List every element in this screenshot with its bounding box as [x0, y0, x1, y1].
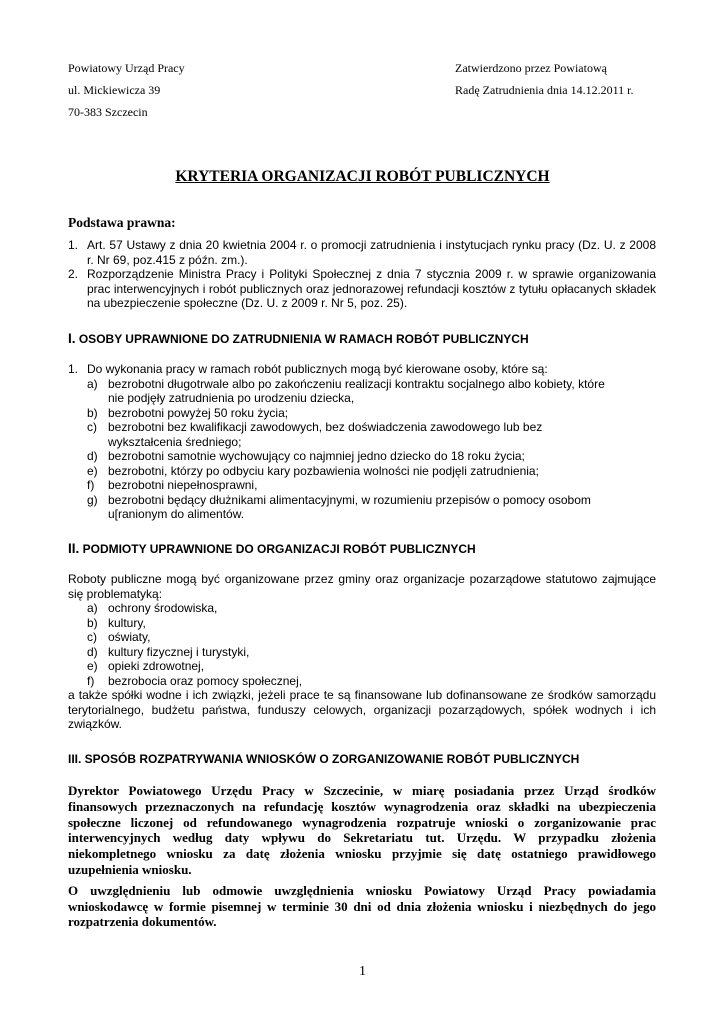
list-marker: 2.: [68, 267, 79, 281]
list-item-text: bezrobocia oraz pomocy społecznej,: [108, 673, 303, 688]
approval-line-1: Zatwierdzono przez Powiatową: [455, 61, 607, 75]
list-item-text: Art. 57 Ustawy z dnia 20 kwietnia 2004 r. o promocji zatrudnienia i instytucjach rynku pracy (Dz. U. z 2008 r. Nr 69, poz.415 z późn. zm.).: [87, 238, 656, 267]
area-item: [68, 616, 656, 631]
list-marker: f): [87, 673, 95, 688]
legal-basis-list-wrap: [68, 238, 656, 311]
area-item: [68, 645, 656, 660]
public-works-areas-list: [68, 601, 656, 688]
list-marker: b): [87, 405, 98, 420]
section-3-heading: III. SPOSÓB ROZPATRYWANIA WNIOSKÓW O ZORGANIZOWANIE ROBÓT PUBLICZNYCH: [68, 752, 580, 766]
list-item-text: kultury,: [108, 615, 146, 630]
section-2-outro: a także spółki wodne i ich związki, jeżeli prace te są finansowane lub dofinansowane ze środków samorządu terytorialnego, budżetu państwa, funduszy celowych, organizacji pozarządowych, spółek wodnych i ich związków.: [68, 688, 656, 731]
list-marker: g): [87, 492, 98, 507]
section-3-body: [68, 783, 656, 930]
office-address: [68, 57, 185, 123]
section-1-item: [68, 362, 656, 377]
section-3-paragraph-2: O uwzględnieniu lub odmowie uwzględnienia wniosku Powiatowy Urząd Pracy powiadamia wnioskodawcę w formie pisemnej w terminie 30 dni od dnia złożenia wniosku i niezbędnych do jego rozpatrzenia dokumentów.: [68, 882, 656, 930]
eligible-persons-list: [68, 377, 656, 522]
approval-line-2: Radę Zatrudnienia dnia 14.12.2011 r.: [455, 83, 634, 97]
list-item-text: bezrobotni bez kwalifikacji zawodowych, bez doświadczenia zawodowego lub bez wykształcenia średniego;: [108, 420, 543, 449]
section-2-heading: [68, 541, 476, 556]
document-title-wrap: [0, 168, 725, 186]
list-item-text: oświaty,: [108, 630, 151, 644]
list-item-text: kultury fizycznej i turystyki,: [108, 644, 250, 659]
list-item-text: ochrony środowiska,: [108, 601, 218, 615]
list-item-text: bezrobotni samotnie wychowujący co najmniej jedno dziecko do 18 roku życia;: [108, 449, 525, 463]
section-1-number: I.: [68, 331, 76, 346]
list-marker: c): [87, 630, 97, 644]
section-2-title: PODMIOTY UPRAWNIONE DO ORGANIZACJI ROBÓT PUBLICZNYCH: [79, 542, 476, 556]
list-item-text: bezrobotni, którzy po odbyciu kary pozbawienia wolności nie podjęli zatrudnienia;: [108, 463, 539, 478]
section-1-list: [68, 362, 656, 377]
section-3-paragraph-1: Dyrektor Powiatowego Urzędu Pracy w Szczecinie, w miarę posiadania przez Urząd środków finansowych przeznaczonych na refundację kosztów wynagrodzenia oraz składki na ubezpieczenia społeczne liczonej od refundowanego wynagrodzenia rozpatruje wnioski o zorganizowanie prac interwencyjnych według daty wpływu do Sekretariatu tut. Urzędu. W przypadku złożenia niekompletnego wniosku za datę złożenia wniosku przyjmie się datę ostatniego prawidłowego uzupełnienia wniosku.: [68, 783, 656, 877]
list-item-text: opieki zdrowotnej,: [108, 659, 205, 673]
list-item-text: bezrobotni będący dłużnikami alimentacyjnymi, w rozumieniu przepisów o pomocy osobom u[ranionym do alimentów.: [108, 492, 591, 521]
area-item: [68, 601, 656, 616]
legal-basis-list: [68, 238, 656, 311]
area-item: [68, 630, 656, 645]
eligible-person-item: [68, 464, 616, 479]
legal-basis-heading: Podstawa prawna:: [68, 215, 176, 230]
section-1-intro: Do wykonania pracy w ramach robót publicznych mogą być kierowane osoby, które są:: [87, 362, 548, 376]
list-marker: c): [87, 420, 97, 434]
section-2-number: II.: [68, 541, 80, 556]
legal-basis-item: [68, 267, 656, 311]
list-marker: d): [87, 449, 98, 463]
eligible-person-item: [68, 449, 616, 464]
list-item-text: bezrobotni niepełnosprawni,: [108, 478, 258, 492]
section-1-body: [68, 362, 656, 522]
area-item: [68, 674, 656, 689]
list-marker: a): [87, 601, 98, 615]
list-item-text: bezrobotni długotrwale albo po zakończeniu realizacji kontraktu socjalnego albo kobiety, które nie podjęły zatrudnienia po urodzeniu dziecka,: [108, 376, 605, 405]
list-marker: f): [87, 478, 95, 492]
list-marker: d): [87, 644, 98, 659]
section-2-body: [68, 572, 656, 732]
office-name: Powiatowy Urząd Pracy: [68, 61, 185, 75]
list-marker: 1.: [68, 362, 79, 376]
list-marker: e): [87, 659, 98, 673]
section-1-title: OSOBY UPRAWNIONE DO ZATRUDNIENIA W RAMACH ROBÓT PUBLICZNYCH: [75, 332, 529, 346]
eligible-person-item: [68, 377, 616, 406]
page-number: 1: [359, 964, 366, 979]
office-city: 70-383 Szczecin: [68, 105, 148, 119]
eligible-person-item: [68, 420, 616, 449]
list-marker: 1.: [68, 238, 79, 252]
list-item-text: Rozporządzenie Ministra Pracy i Polityki Społecznej z dnia 7 stycznia 2009 r. w sprawie organizowania prac interwencyjnych i robót publicznych oraz jednorazowej refundacji kosztów z tytułu opłacanych składek na ubezpieczenie społeczne (Dz. U. z 2009 r. Nr 5, poz. 25).: [87, 267, 656, 310]
list-marker: a): [87, 376, 98, 391]
list-marker: b): [87, 615, 98, 630]
eligible-person-item: [68, 493, 616, 522]
section-2-intro: Roboty publiczne mogą być organizowane przez gminy oraz organizacje pozarządowe statutowo zajmujące się problematyką:: [68, 572, 656, 601]
eligible-person-item: [68, 406, 616, 421]
section-1-heading: [68, 331, 529, 346]
list-marker: e): [87, 463, 98, 478]
document-title: KRYTERIA ORGANIZACJI ROBÓT PUBLICZNYCH: [175, 168, 550, 185]
eligible-person-item: [68, 478, 616, 493]
approval-note: [455, 57, 634, 101]
legal-basis-item: [68, 238, 656, 267]
list-item-text: bezrobotni powyżej 50 roku życia;: [108, 405, 289, 420]
office-street: ul. Mickiewicza 39: [68, 83, 161, 97]
area-item: [68, 659, 656, 674]
